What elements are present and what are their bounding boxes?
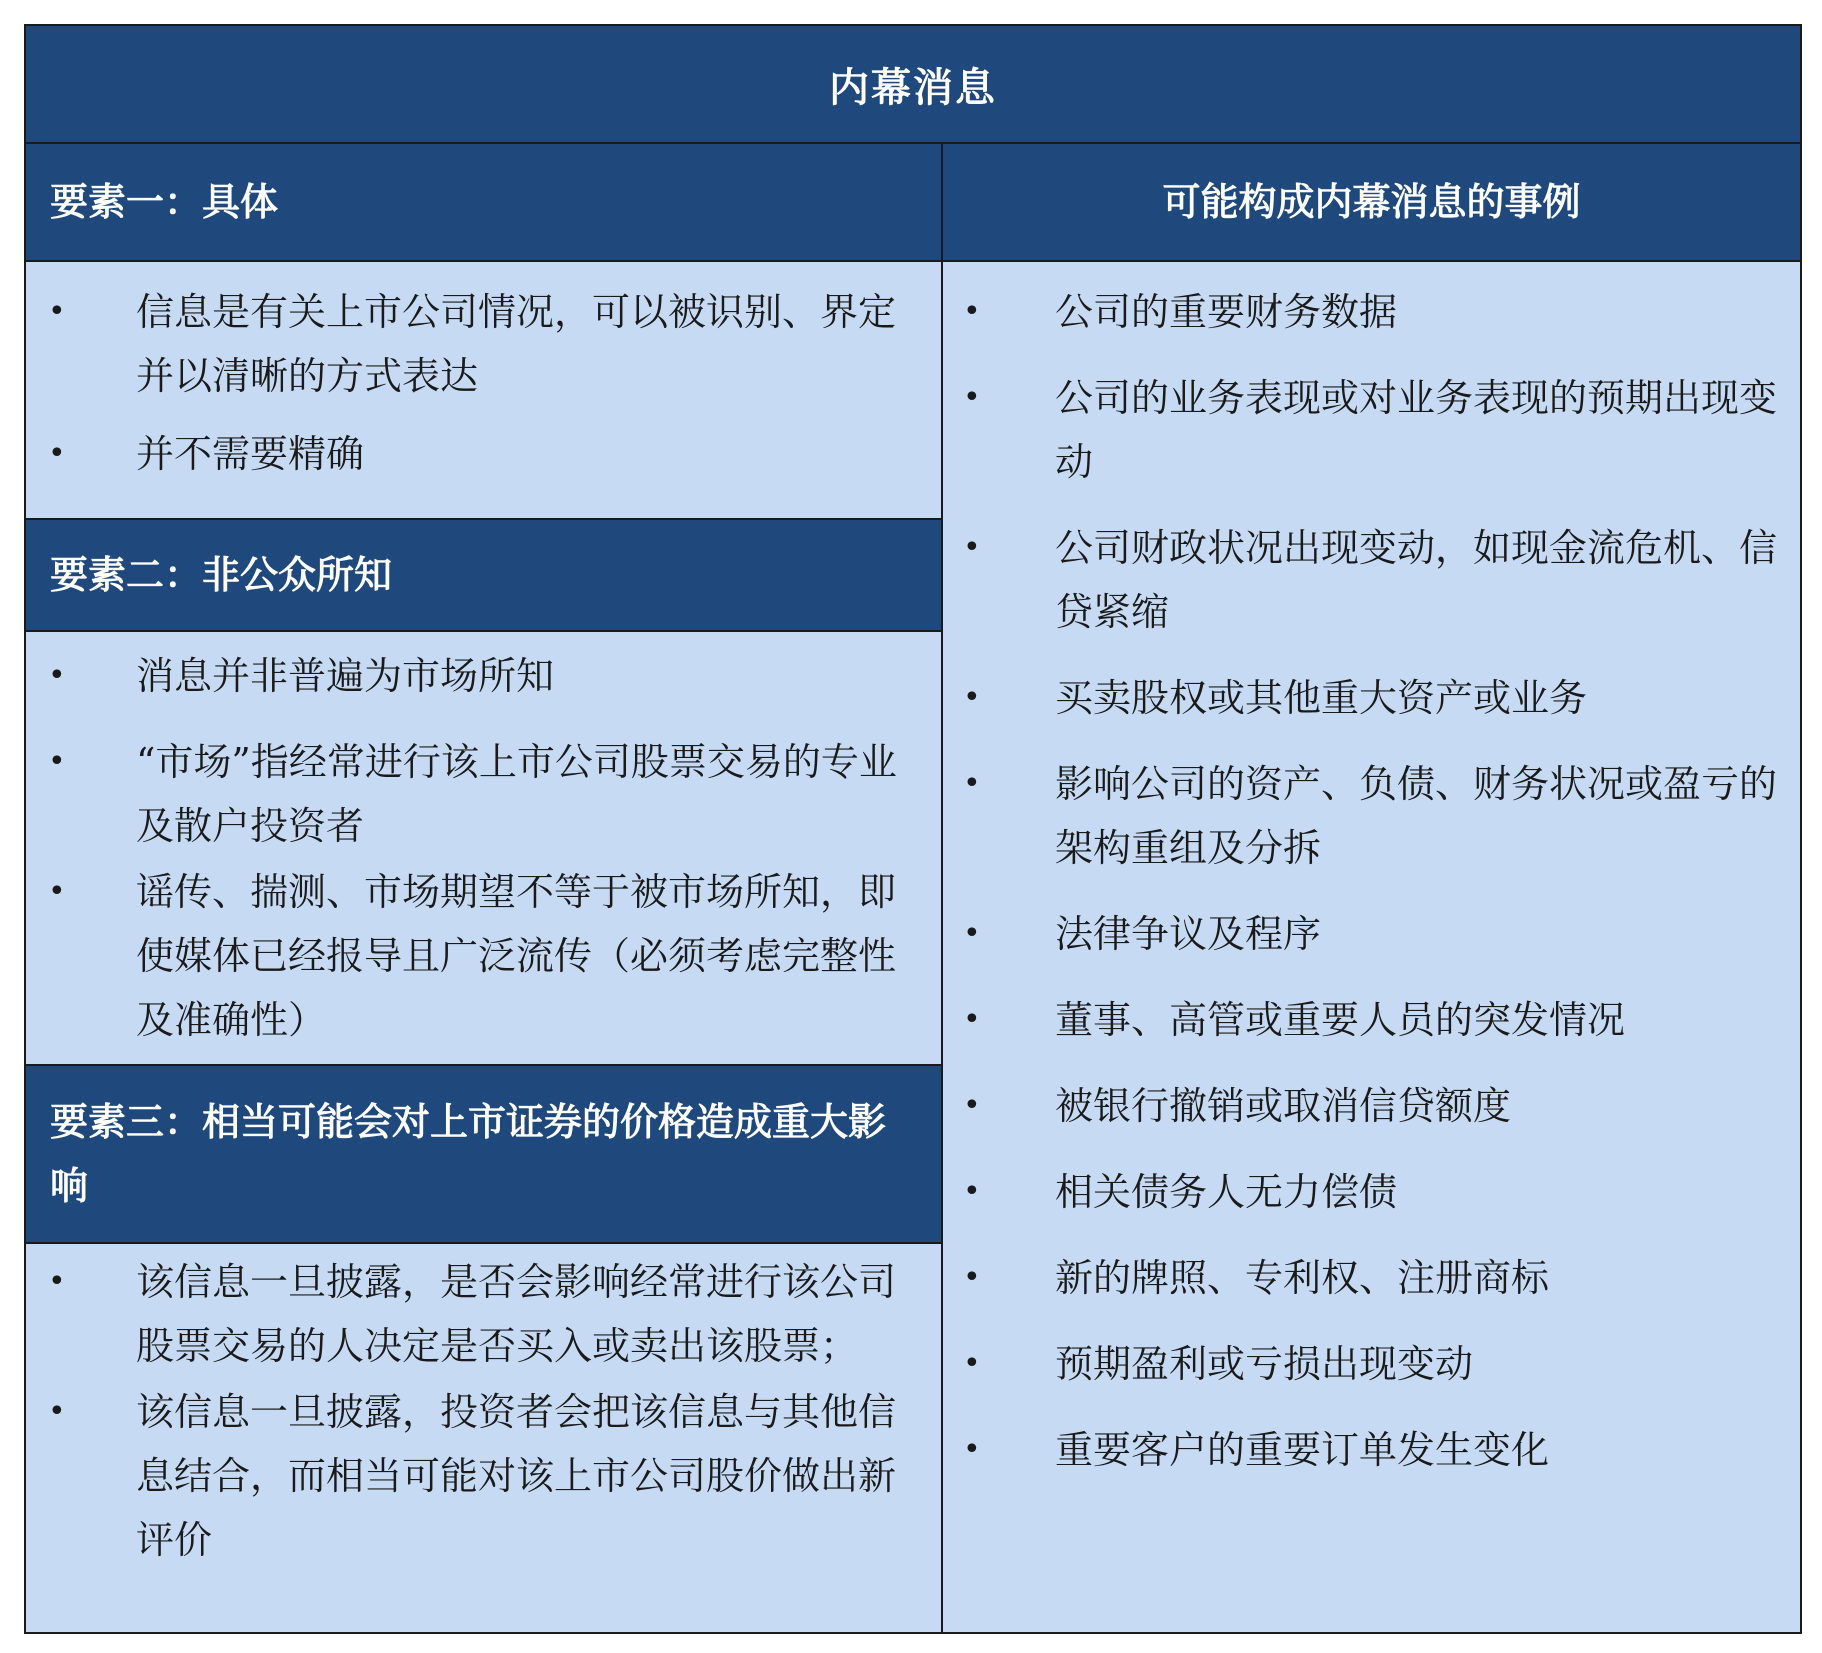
list-item: • 谣传、揣测、市场期望不等于被市场所知，即使媒体已经报导且广泛流传（必须考虑完整性及准确性） [26,860,941,1052]
bullet-icon: • [48,658,66,693]
element-one-body [26,262,941,518]
bullet-icon: • [963,1174,981,1209]
list-item: • 并不需要精确 [26,422,941,486]
element-one-heading: 要素一：具体 [26,144,941,262]
bullet-icon: • [963,766,981,801]
examples-list [943,280,1800,1482]
right-column [943,144,1800,1482]
list-item: • 相关债务人无力偿债 [943,1160,1800,1224]
bullet-icon: • [963,680,981,715]
list-item: • 公司财政状况出现变动，如现金流危机、信贷紧缩 [943,516,1800,644]
element-three-list [26,1250,941,1572]
element-two-list [26,644,941,1052]
list-item: • 该信息一旦披露，是否会影响经常进行该公司股票交易的人决定是否买入或卖出该股票； [26,1250,941,1378]
list-item: • 该信息一旦披露，投资者会把该信息与其他信息结合，而相当可能对该上市公司股价做出新评价 [26,1380,941,1572]
bullet-icon: • [48,1264,66,1299]
bullet-icon: • [963,1002,981,1037]
bullet-icon: • [963,1346,981,1381]
left-column [26,144,941,1638]
bullet-icon: • [48,1394,66,1429]
list-item: • 重要客户的重要订单发生变化 [943,1418,1800,1482]
bullet-icon: • [963,1432,981,1467]
table-title: 内幕消息 [26,26,1800,144]
element-two-heading: 要素二：非公众所知 [26,518,941,632]
list-item: • 董事、高管或重要人员的突发情况 [943,988,1800,1052]
list-item: • 法律争议及程序 [943,902,1800,966]
list-item: • 公司的业务表现或对业务表现的预期出现变动 [943,366,1800,494]
bullet-icon: • [963,916,981,951]
examples-heading: 可能构成内幕消息的事例 [943,144,1800,262]
insider-information-table [24,24,1802,1634]
list-item: • 信息是有关上市公司情况，可以被识别、界定并以清晰的方式表达 [26,280,941,408]
list-item: • 新的牌照、专利权、注册商标 [943,1246,1800,1310]
bullet-icon: • [48,874,66,909]
list-item: • 买卖股权或其他重大资产或业务 [943,666,1800,730]
bullet-icon: • [963,1260,981,1295]
bullet-icon: • [48,294,66,329]
list-item: • 被银行撤销或取消信贷额度 [943,1074,1800,1138]
list-item: • 影响公司的资产、负债、财务状况或盈亏的架构重组及分拆 [943,752,1800,880]
bullet-icon: • [48,436,66,471]
list-item: • 预期盈利或亏损出现变动 [943,1332,1800,1396]
element-one-list [26,280,941,486]
element-two-body [26,632,941,1064]
list-item: • “市场”指经常进行该上市公司股票交易的专业及散户投资者 [26,730,941,858]
list-item: • 公司的重要财务数据 [943,280,1800,344]
bullet-icon: • [963,380,981,415]
examples-body [943,262,1800,1482]
list-item: • 消息并非普遍为市场所知 [26,644,941,708]
bullet-icon: • [48,744,66,779]
element-three-body [26,1244,941,1638]
bullet-icon: • [963,294,981,329]
element-three-heading: 要素三：相当可能会对上市证券的价格造成重大影响 [26,1064,941,1244]
bullet-icon: • [963,1088,981,1123]
bullet-icon: • [963,530,981,565]
